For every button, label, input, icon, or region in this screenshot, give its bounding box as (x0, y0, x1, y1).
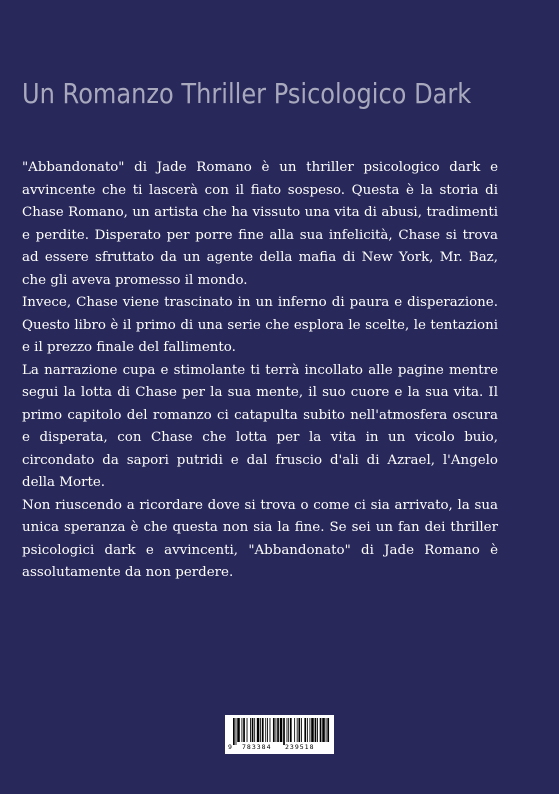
blurb-paragraph: "Abbandonato" di Jade Romano è un thriller psicologico dark e avvincente che ti lascerà con il fiato sospeso. Questa è la storia di Chase Romano, un artista che ha vissuto una vita di abusi, tradimenti e perdite. Disperato per porre fine alla sua infelicità, Chase si trova ad essere sfruttato da un agente della mafia di New York, Mr. Baz, che gli aveva promesso il mondo. (22, 160, 498, 288)
barcode-bar (247, 718, 248, 742)
barcode-bar (287, 718, 288, 742)
blurb-paragraph: La narrazione cupa e stimolante ti terrà incollato alle pagine mentre segui la lotta di Chase per la sua mente, il suo cuore e la sua vita. Il primo capitolo del romanzo ci catapulta subito nell'atmosfera oscura e disperata, con Chase che lotta per la vita in un vicolo buio, circondato da sapori putridi e dal fruscio d'ali di Azrael, l'Angelo della Morte. (22, 362, 498, 490)
barcode-bar (260, 718, 261, 742)
barcode-right-digits: 239518 (285, 743, 315, 751)
barcode-bar (262, 718, 264, 742)
barcode-bar (297, 718, 298, 742)
barcode-bar (277, 718, 279, 742)
barcode-bar (301, 718, 302, 742)
barcode-bar (320, 718, 322, 742)
barcode-bar (317, 718, 318, 742)
barcode-bar (283, 718, 285, 745)
barcode-bar (288, 718, 289, 742)
barcode-bar (254, 718, 255, 742)
barcode-bar (304, 718, 306, 742)
barcode-number (225, 742, 334, 753)
barcode-bar (280, 718, 283, 742)
barcode-bar (270, 718, 271, 742)
barcode-bar (315, 718, 317, 742)
barcode-lead-digit: 9 (228, 743, 232, 751)
barcode-bar (311, 718, 314, 742)
barcode-bar (273, 718, 275, 742)
barcode-bar (294, 718, 295, 742)
barcode-bar (298, 718, 300, 742)
barcode-bar (307, 718, 308, 742)
cover-title: Un Romanzo Thriller Psicologico Dark (22, 77, 472, 110)
barcode-left-digits: 783384 (242, 743, 272, 751)
barcode-bar (236, 718, 237, 745)
barcode-bar (326, 718, 327, 742)
barcode-bar (290, 718, 292, 742)
barcode-bar (310, 718, 311, 742)
barcode-bar (327, 718, 329, 742)
barcode-bar (242, 718, 243, 742)
barcode-bar (322, 718, 325, 742)
blurb (22, 157, 498, 585)
barcode-bar (237, 718, 240, 742)
blurb-paragraph: Invece, Chase viene trascinato in un inferno di paura e disperazione. Questo libro è il primo di una serie che esplora le scelte, le tentazioni e il prezzo finale del fallimento. (22, 295, 498, 355)
barcode-bar (276, 718, 277, 742)
barcode-bar (267, 718, 268, 742)
barcode-bar (233, 718, 235, 745)
barcode-bar (252, 718, 254, 742)
barcode-bar (250, 718, 251, 742)
barcode-bar (265, 718, 266, 742)
blurb-paragraph: Non riuscendo a ricordare dove si trova o come ci sia arrivato, la sua unica speranza è che questa non sia la fine. Se sei un fan dei thriller psicologici dark e avvincenti, "Abbandonato" di Jade Romano è assolutamente da non perdere. (22, 497, 498, 580)
barcode-bar (243, 718, 245, 742)
isbn-barcode (225, 715, 334, 754)
barcode-bar (257, 718, 260, 742)
